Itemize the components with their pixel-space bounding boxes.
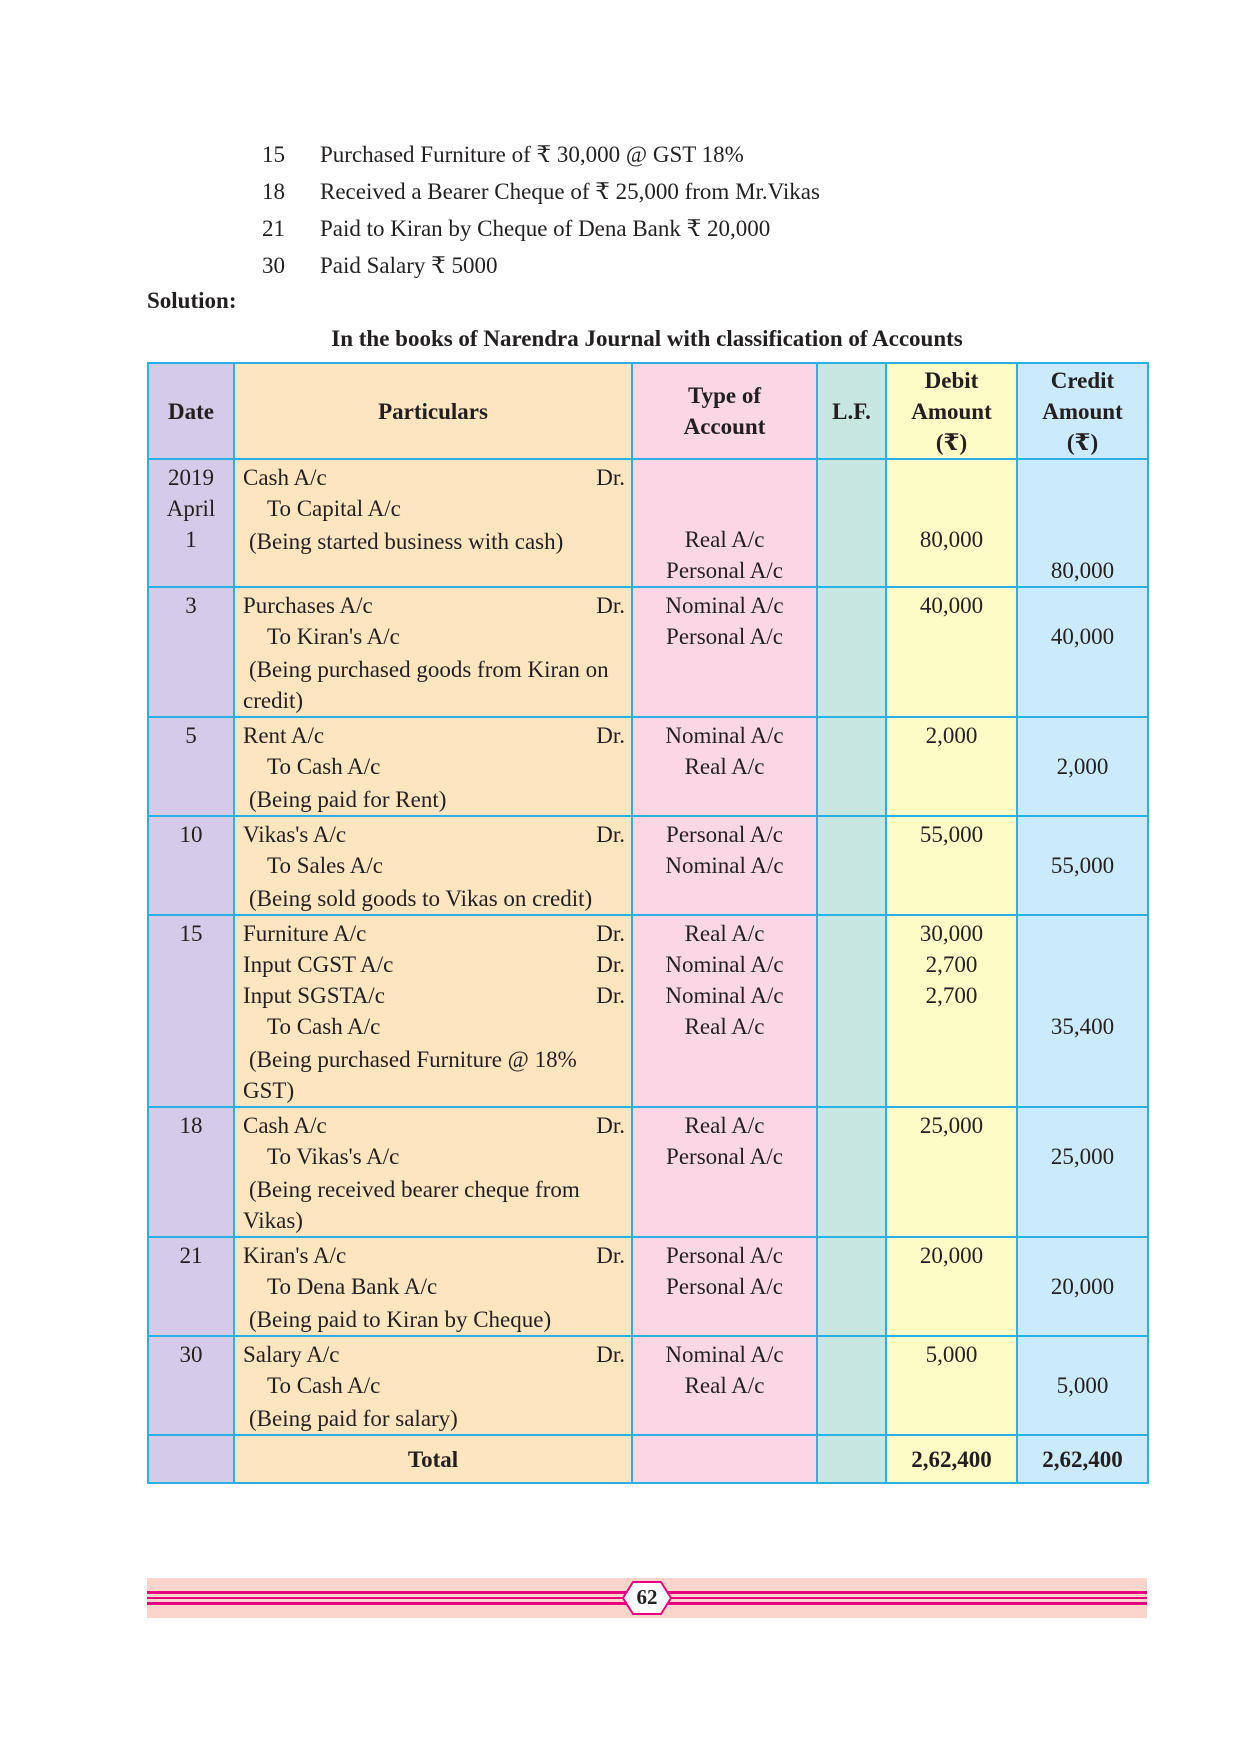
debit-account: Vikas's A/c (243, 822, 347, 847)
spacer (1018, 1240, 1147, 1271)
credit-amount: 55,000 (1050, 853, 1115, 878)
credit-type: Real A/c (684, 1014, 765, 1039)
debit-account: Cash A/c (243, 1113, 327, 1138)
entry-lf (817, 1336, 886, 1435)
entry-debit-amount (886, 1336, 1017, 1435)
entry-date-line: 21 (179, 1243, 203, 1268)
credit-line (243, 850, 625, 881)
entry-date-line: 3 (185, 593, 197, 618)
credit-account: To Kiran's A/c (267, 624, 400, 649)
debit-amount: 25,000 (919, 1113, 984, 1138)
credit-account: To Cash A/c (267, 1014, 381, 1039)
question-day: 30 (262, 253, 285, 278)
debit-amount: 2,700 (925, 952, 978, 977)
question-item (262, 173, 820, 210)
credit-line (243, 1141, 625, 1172)
entry-date-line: 5 (185, 723, 197, 748)
table-title: In the books of Narendra Journal with classification of Accounts (331, 326, 963, 351)
spacer (1018, 819, 1147, 850)
entry-credit-amount (1017, 717, 1148, 816)
credit-amount: 5,000 (1056, 1373, 1109, 1398)
entry-debit-amount (886, 1237, 1017, 1336)
question-day: 18 (262, 179, 285, 204)
debit-type: Nominal A/c (665, 1342, 784, 1367)
narration: (Being paid for Rent) (249, 787, 447, 812)
credit-type: Nominal A/c (665, 853, 784, 878)
narration: (Being received bearer cheque from Vikas) (243, 1177, 580, 1233)
debit-account: Cash A/c (243, 465, 327, 490)
journal-entry-row (148, 816, 1148, 915)
question-text: Paid to Kiran by Cheque of Dena Bank ₹ 20,000 (320, 216, 771, 241)
total-credit: 2,62,400 (1017, 1435, 1148, 1483)
entry-lf (817, 587, 886, 717)
debit-amount: 2,700 (925, 983, 978, 1008)
debit-account: Input CGST A/c (243, 952, 394, 977)
entry-date-line: 2019 (168, 465, 214, 490)
spacer (1018, 720, 1147, 751)
entry-lf (817, 1237, 886, 1336)
entry-debit-amount (886, 1107, 1017, 1237)
question-list (262, 136, 820, 284)
entry-account-type (632, 816, 817, 915)
entry-lf (817, 816, 886, 915)
entry-date (148, 816, 234, 915)
entry-date-line: 1 (185, 527, 197, 552)
debit-type: Real A/c (684, 527, 765, 552)
journal-entry-row (148, 915, 1148, 1107)
entry-account-type (632, 459, 817, 587)
entry-date (148, 587, 234, 717)
debit-line (243, 1339, 625, 1370)
question-text: Purchased Furniture of ₹ 30,000 @ GST 18% (320, 142, 744, 167)
journal-entry-row (148, 1336, 1148, 1435)
header-particulars: Particulars (234, 363, 632, 459)
credit-line (243, 1370, 625, 1401)
debit-line (243, 720, 625, 751)
entry-lf (817, 717, 886, 816)
entry-date-line: 10 (179, 822, 203, 847)
entry-date-line: 18 (179, 1113, 203, 1138)
debit-amount: 20,000 (919, 1243, 984, 1268)
entry-credit-amount (1017, 1107, 1148, 1237)
debit-type: Nominal A/c (665, 952, 784, 977)
credit-line (243, 621, 625, 652)
journal-entry-row (148, 717, 1148, 816)
debit-account: Salary A/c (243, 1342, 340, 1367)
spacer (1018, 949, 1147, 980)
entry-debit-amount (886, 717, 1017, 816)
spacer (1018, 980, 1147, 1011)
entry-particulars (234, 587, 632, 717)
entry-date (148, 459, 234, 587)
debit-line (243, 590, 625, 621)
dr-label: Dr. (596, 822, 625, 847)
spacer (887, 493, 1016, 524)
entry-date-line: April (166, 496, 216, 521)
question-day: 15 (262, 142, 285, 167)
spacer (1018, 918, 1147, 949)
debit-line (243, 819, 625, 850)
table-header-row (148, 363, 1148, 459)
debit-amount: 80,000 (919, 527, 984, 552)
entry-date (148, 915, 234, 1107)
entry-date-line: 30 (179, 1342, 203, 1367)
credit-amount: 80,000 (1050, 558, 1115, 583)
debit-account: Furniture A/c (243, 921, 367, 946)
narration: (Being started business with cash) (249, 529, 564, 554)
header-debit-amount: Debit Amount (₹) (886, 363, 1017, 459)
credit-account: To Capital A/c (267, 496, 401, 521)
debit-type: Nominal A/c (665, 983, 784, 1008)
debit-line (243, 918, 625, 949)
debit-line (243, 980, 625, 1011)
journal-entry-row (148, 1237, 1148, 1336)
spacer (1018, 590, 1147, 621)
total-label: Total (234, 1435, 632, 1483)
debit-amount: 30,000 (919, 921, 984, 946)
header-credit-amount: Credit Amount (₹) (1017, 363, 1148, 459)
credit-amount: 40,000 (1050, 624, 1115, 649)
credit-line (243, 1271, 625, 1302)
entry-account-type (632, 1237, 817, 1336)
question-item (262, 136, 820, 173)
page-number: 62 (636, 1585, 658, 1609)
dr-label: Dr. (596, 983, 625, 1008)
entry-date (148, 717, 234, 816)
page-number-badge (622, 1581, 672, 1615)
solution-label: Solution: (147, 288, 237, 313)
debit-amount: 5,000 (925, 1342, 978, 1367)
journal-table (147, 362, 1149, 1484)
question-day: 21 (262, 216, 285, 241)
entry-particulars (234, 1237, 632, 1336)
entry-date-line: 15 (179, 921, 203, 946)
debit-type: Nominal A/c (665, 593, 784, 618)
dr-label: Dr. (596, 952, 625, 977)
narration: (Being purchased Furniture @ 18% GST) (243, 1047, 577, 1103)
entry-account-type (632, 1107, 817, 1237)
spacer (1018, 524, 1147, 555)
dr-label: Dr. (596, 1342, 625, 1367)
entry-credit-amount (1017, 816, 1148, 915)
entry-debit-amount (886, 816, 1017, 915)
entry-particulars (234, 816, 632, 915)
credit-amount: 35,400 (1050, 1014, 1115, 1039)
debit-amount: 55,000 (919, 822, 984, 847)
question-item (262, 247, 820, 284)
credit-line (243, 1011, 625, 1042)
debit-type: Personal A/c (666, 822, 783, 847)
credit-line (243, 493, 625, 524)
entry-lf (817, 459, 886, 587)
journal-entry-row (148, 459, 1148, 587)
credit-type: Personal A/c (666, 624, 783, 649)
debit-type: Personal A/c (666, 1243, 783, 1268)
debit-type: Real A/c (684, 921, 765, 946)
narration: (Being purchased goods from Kiran on credit) (243, 657, 609, 713)
credit-type: Personal A/c (666, 558, 783, 583)
spacer (887, 462, 1016, 493)
spacer (1018, 462, 1147, 493)
journal-entry-row (148, 1107, 1148, 1237)
credit-line (243, 751, 625, 782)
credit-amount: 20,000 (1050, 1274, 1115, 1299)
debit-account: Kiran's A/c (243, 1243, 347, 1268)
question-text: Received a Bearer Cheque of ₹ 25,000 from Mr.Vikas (320, 179, 820, 204)
total-row (148, 1435, 1148, 1483)
dr-label: Dr. (596, 723, 625, 748)
entry-credit-amount (1017, 1237, 1148, 1336)
credit-account: To Sales A/c (267, 853, 383, 878)
entry-particulars (234, 1336, 632, 1435)
entry-date (148, 1107, 234, 1237)
dr-label: Dr. (596, 1243, 625, 1268)
credit-type: Real A/c (684, 754, 765, 779)
entry-particulars (234, 717, 632, 816)
entry-debit-amount (886, 587, 1017, 717)
debit-amount: 40,000 (919, 593, 984, 618)
credit-type: Personal A/c (666, 1144, 783, 1169)
dr-label: Dr. (596, 593, 625, 618)
debit-line (243, 949, 625, 980)
dr-label: Dr. (596, 1113, 625, 1138)
credit-type: Real A/c (684, 1373, 765, 1398)
entry-lf (817, 1107, 886, 1237)
journal-entry-row (148, 587, 1148, 717)
credit-account: To Cash A/c (267, 754, 381, 779)
entry-account-type (632, 1336, 817, 1435)
entry-credit-amount (1017, 1336, 1148, 1435)
debit-account: Rent A/c (243, 723, 325, 748)
debit-account: Input SGSTA/c (243, 983, 385, 1008)
credit-type: Personal A/c (666, 1274, 783, 1299)
debit-type: Nominal A/c (665, 723, 784, 748)
entry-account-type (632, 717, 817, 816)
spacer (1018, 1110, 1147, 1141)
entry-date (148, 1237, 234, 1336)
entry-particulars (234, 459, 632, 587)
question-text: Paid Salary ₹ 5000 (320, 253, 498, 278)
narration: (Being sold goods to Vikas on credit) (249, 886, 593, 911)
credit-account: To Vikas's A/c (267, 1144, 400, 1169)
debit-amount: 2,000 (925, 723, 978, 748)
spacer (1018, 1339, 1147, 1370)
entry-debit-amount (886, 459, 1017, 587)
entry-particulars (234, 1107, 632, 1237)
narration: (Being paid for salary) (249, 1406, 458, 1431)
credit-amount: 2,000 (1056, 754, 1109, 779)
dr-label: Dr. (596, 465, 625, 490)
narration: (Being paid to Kiran by Cheque) (249, 1307, 552, 1332)
debit-line (243, 1110, 625, 1141)
entry-account-type (632, 587, 817, 717)
entry-debit-amount (886, 915, 1017, 1107)
credit-account: To Dena Bank A/c (267, 1274, 438, 1299)
dr-label: Dr. (596, 921, 625, 946)
header-lf: L.F. (817, 363, 886, 459)
debit-account: Purchases A/c (243, 593, 373, 618)
credit-account: To Cash A/c (267, 1373, 381, 1398)
debit-type: Real A/c (684, 1113, 765, 1138)
spacer (633, 462, 816, 493)
entry-lf (817, 915, 886, 1107)
entry-particulars (234, 915, 632, 1107)
debit-line (243, 462, 625, 493)
total-debit: 2,62,400 (886, 1435, 1017, 1483)
header-date: Date (148, 363, 234, 459)
entry-date (148, 1336, 234, 1435)
entry-credit-amount (1017, 915, 1148, 1107)
credit-amount: 25,000 (1050, 1144, 1115, 1169)
header-type-of-account: Type of Account (632, 363, 817, 459)
spacer (1018, 493, 1147, 524)
entry-credit-amount (1017, 587, 1148, 717)
question-item (262, 210, 820, 247)
entry-credit-amount (1017, 459, 1148, 587)
spacer (633, 493, 816, 524)
debit-line (243, 1240, 625, 1271)
entry-account-type (632, 915, 817, 1107)
